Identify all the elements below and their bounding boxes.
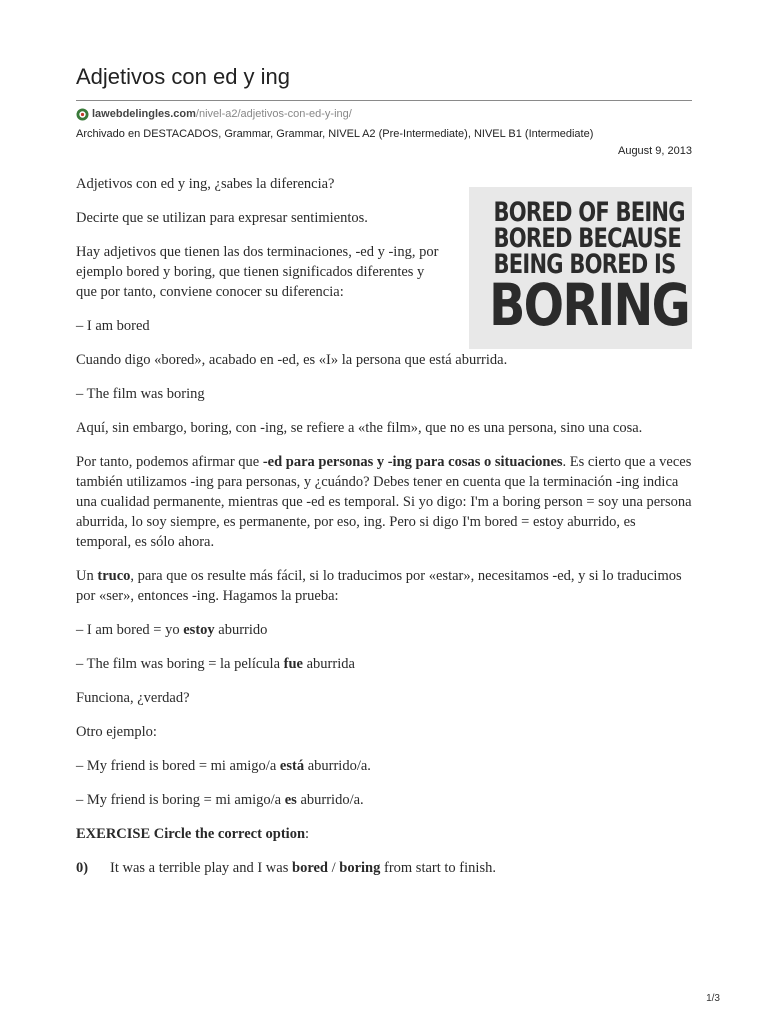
example-line: – The film was boring: [76, 386, 205, 402]
text: from start to finish.: [380, 860, 496, 876]
site-favicon-icon: [76, 108, 89, 121]
paragraph: Decirte que se utilizan para expresar sentimientos.: [76, 210, 368, 226]
example-line: – I am bored: [76, 318, 150, 334]
paragraph: [76, 566, 692, 606]
paragraph: Cuando digo «bored», acabado en -ed, es «I» la persona que está aburrida.: [76, 352, 508, 368]
poster-line: BORED BECAUSE: [493, 223, 681, 254]
text: – My friend is bored = mi amigo/a: [76, 758, 280, 774]
paragraph: Hay adjetivos que tienen las dos terminaciones, -ed y -ing, por ejemplo bored y boring, que tienen significados diferentes y que por tanto, conviene conocer su diferencia:: [76, 244, 439, 300]
text: It was a terrible play and I was: [110, 860, 292, 876]
option-bored[interactable]: bored: [292, 860, 328, 876]
option-boring[interactable]: boring: [339, 860, 381, 876]
example-line: [76, 756, 692, 776]
text: – I am bored = yo: [76, 622, 184, 638]
text: aburrido/a.: [296, 792, 364, 808]
text: aburrido: [214, 622, 268, 638]
poster-line: BORING: [489, 271, 690, 339]
page-title: Adjetivos con ed y ing: [76, 64, 291, 89]
paragraph: Aquí, sin embargo, boring, con -ing, se refiere a «the film», que no es una persona, sino una cosa.: [76, 420, 643, 436]
text: – My friend is boring = mi amigo/a: [76, 792, 285, 808]
title-divider: [76, 100, 692, 101]
highlight: fue: [283, 656, 303, 672]
source-path[interactable]: /nivel-a2/adjetivos-con-ed-y-ing/: [195, 108, 352, 120]
text: Un: [76, 568, 98, 584]
paragraph: [76, 452, 692, 552]
rule-highlight: -ed para personas y -ing para cosas o situaciones: [262, 454, 563, 470]
example-line: [76, 654, 692, 674]
highlight: está: [279, 758, 305, 774]
article-body: [76, 174, 692, 878]
item-text: [110, 858, 496, 878]
text: Por tanto, podemos afirmar que: [76, 454, 263, 470]
highlight: estoy: [183, 622, 215, 638]
heading-text: EXERCISE Circle the correct option: [76, 826, 306, 842]
highlight: es: [284, 792, 297, 808]
text: /: [328, 860, 340, 876]
publish-date: August 9, 2013: [617, 145, 692, 157]
example-line: [76, 790, 692, 810]
exercise-item: [76, 858, 692, 878]
source-domain[interactable]: lawebdelingles.com: [92, 108, 196, 120]
item-number: 0): [76, 860, 89, 876]
text: aburrida: [302, 656, 355, 672]
text: aburrido/a.: [304, 758, 371, 774]
text: – The film was boring = la película: [76, 656, 284, 672]
paragraph: Funciona, ¿verdad?: [76, 690, 190, 706]
paragraph: Adjetivos con ed y ing, ¿sabes la diferencia?: [76, 176, 335, 192]
poster-line: BEING BORED IS: [493, 249, 676, 280]
source-url[interactable]: [76, 106, 352, 122]
text: , para que os resulte más fácil, si lo traducimos por «estar», necesitamos -ed, y si lo traducimos por «ser», entonces -ing. Hagamos la prueba:: [76, 568, 682, 604]
example-line: [76, 620, 692, 640]
paragraph: Otro ejemplo:: [76, 724, 157, 740]
text: . Es cierto que a veces también utilizamos -ing para personas, y ¿cuándo? Debes tener en cuenta que la terminación -ing indica una cualidad permanente, mientras que -ed es temporal. Si yo digo: I'm a boring person = soy una persona aburrida, lo soy siempre, es permanente, por eso, ing. Pero si digo I'm bored = estoy aburrido, es temporal, es sólo ahora.: [76, 454, 692, 550]
archived-categories: Archivado en DESTACADOS, Grammar, Grammar, NIVEL A2 (Pre-Intermediate), NIVEL B1 (Intermediate): [76, 128, 594, 140]
page-indicator: 1/3: [706, 993, 720, 1004]
text: :: [305, 826, 310, 842]
poster-line: BORED OF BEING: [493, 197, 685, 228]
exercise-heading: [76, 824, 692, 844]
trick-highlight: truco: [97, 568, 131, 584]
